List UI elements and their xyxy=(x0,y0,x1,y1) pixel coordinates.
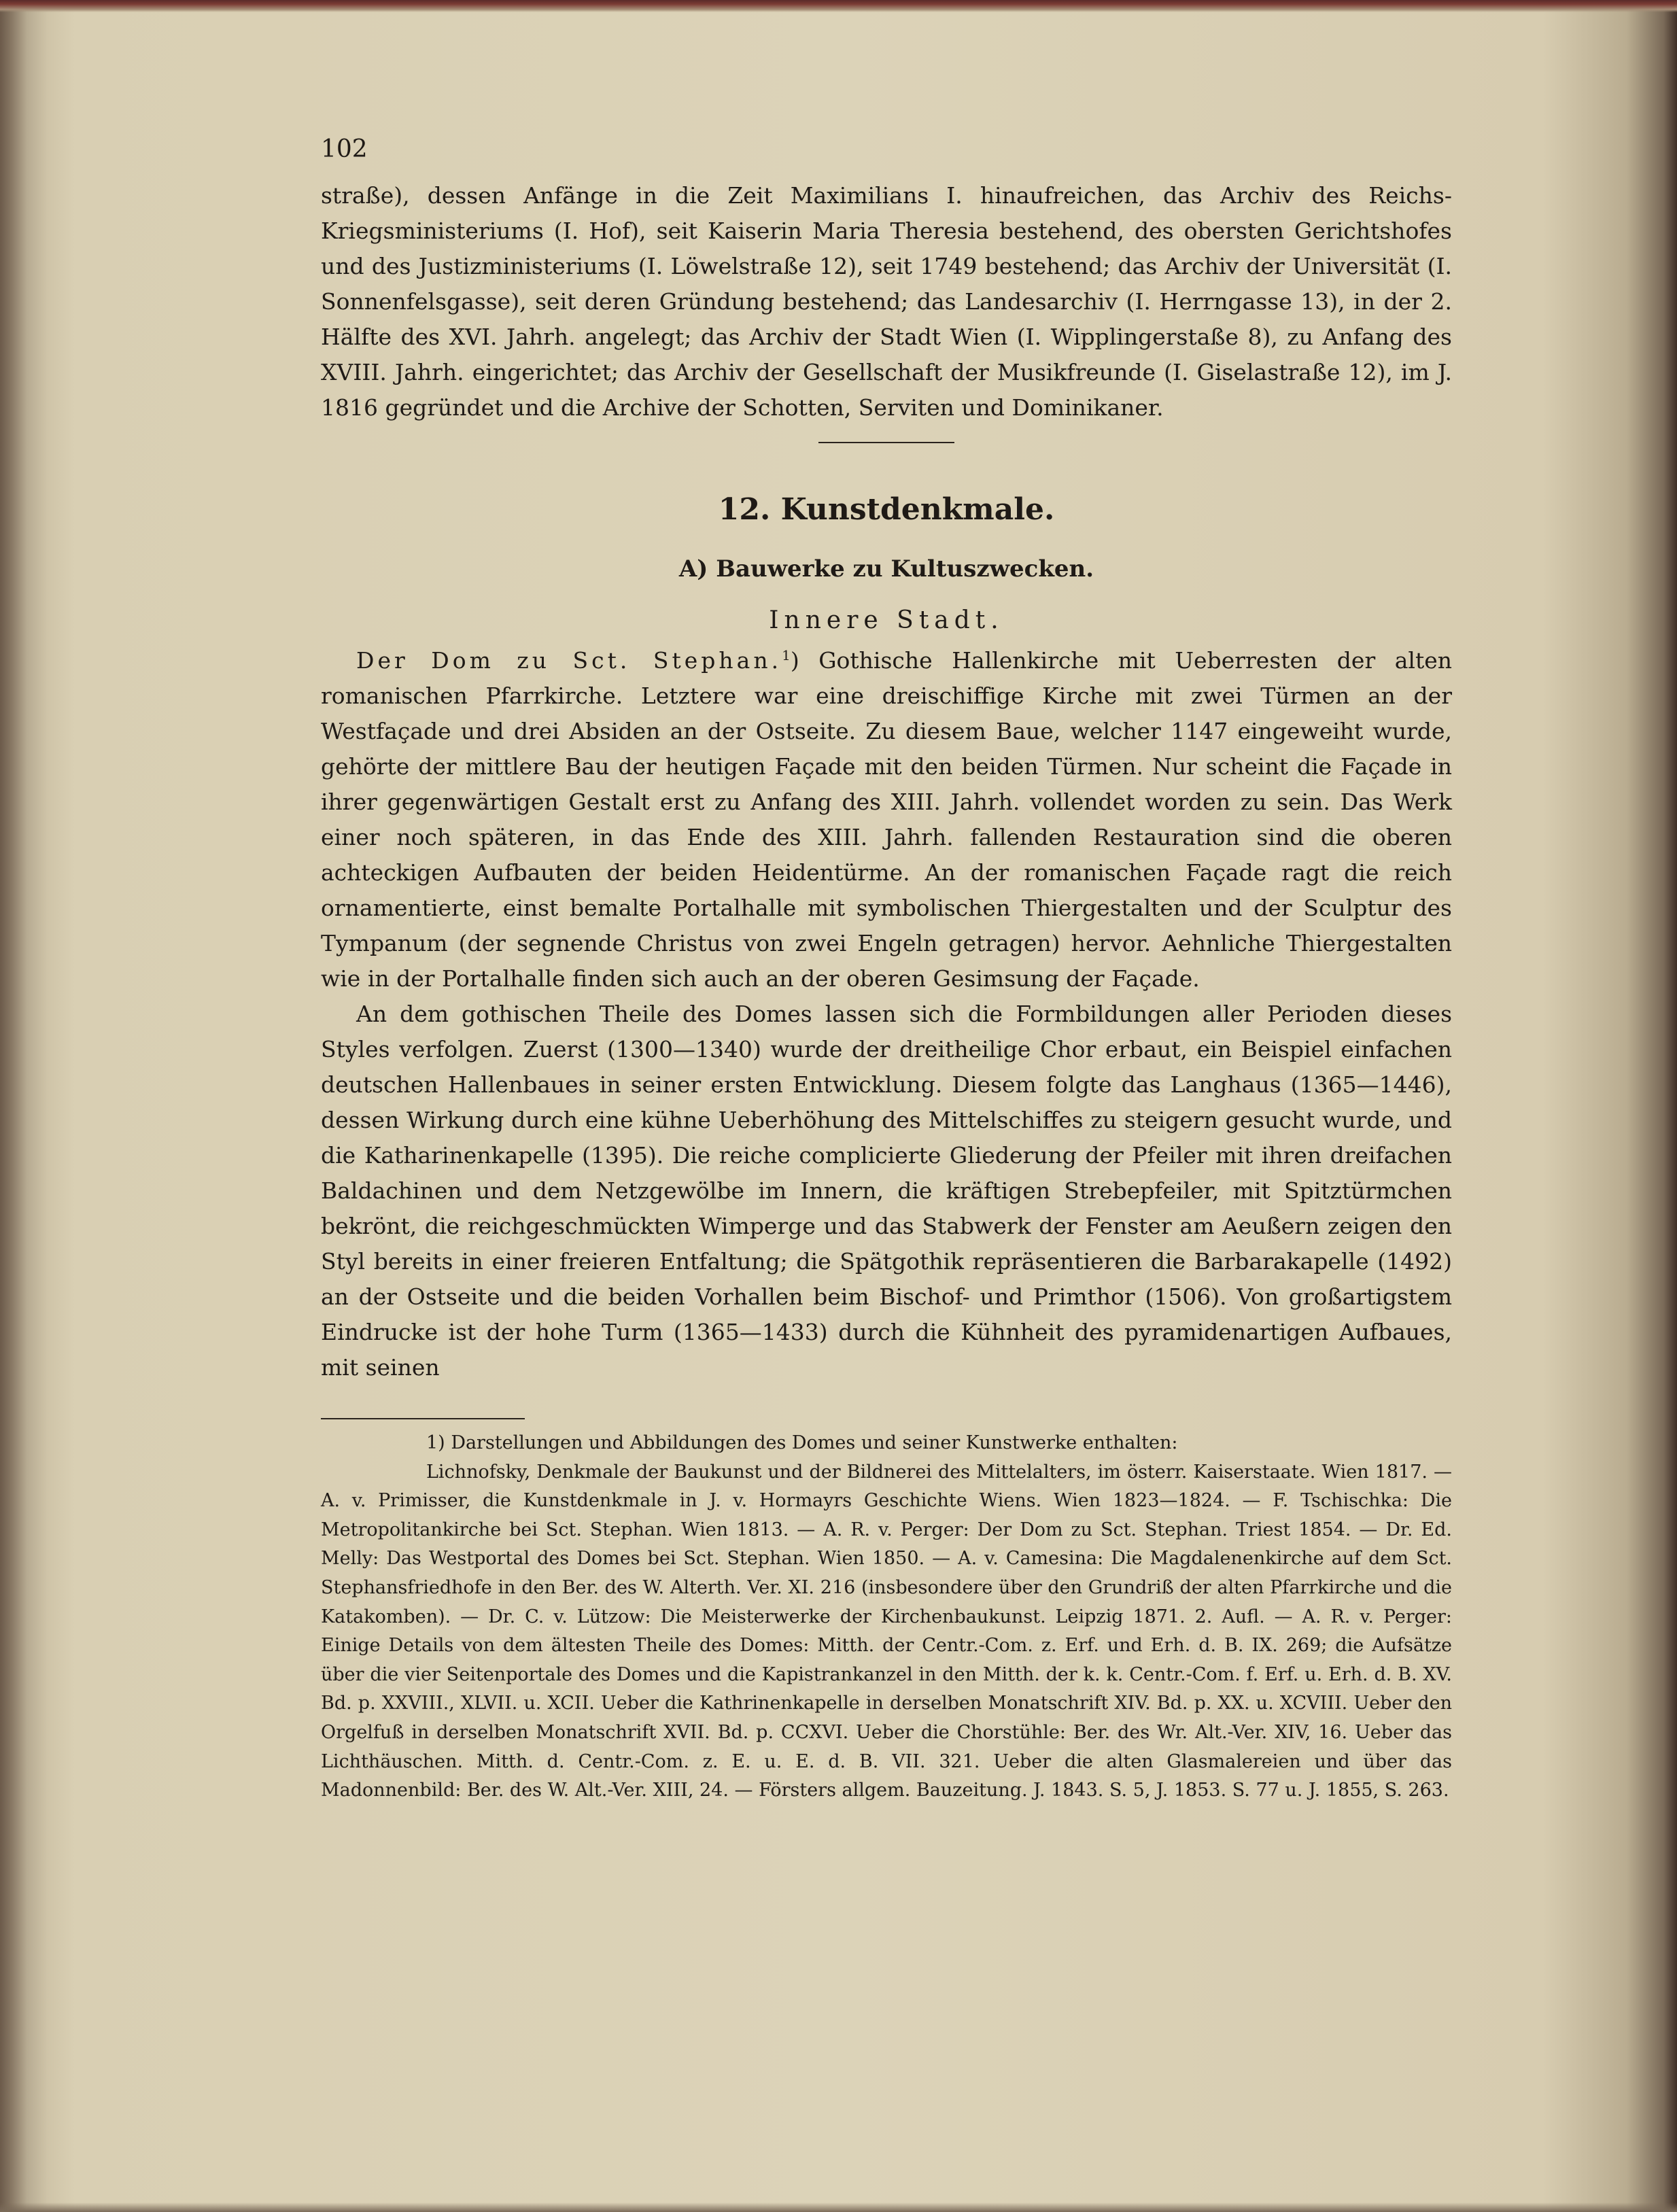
body-paragraph-1 xyxy=(321,643,1452,997)
page-bottom-edge xyxy=(0,2202,1677,2212)
page-content xyxy=(321,133,1452,1805)
paragraph-lead: Der Dom zu Sct. Stephan. xyxy=(356,647,782,674)
footnote-reference: 1 xyxy=(782,647,791,663)
footnote-divider xyxy=(321,1418,525,1419)
section-title: 12. Kunstdenkmale. xyxy=(718,492,1055,527)
paragraph-1-text: ) Gothische Hallenkirche mit Ueberresten der alten romanischen Pfarrkirche. Letztere war eine dreischiffige Kirche mit zwei Türmen an der Westfaçade und drei Absiden an der Ostseite. Zu diesem Baue, welcher 1147 eingeweiht wurde, gehörte der mittlere Bau der heutigen Façade mit den beiden Türmen. Nur scheint die Façade in ihrer gegenwärtigen Gestalt erst zu Anfang des XIII. Jahrh. vollendet worden zu sein. Das Werk einer noch späteren, in das Ende des XIII. Jahrh. fallenden Restauration sind die oberen achteckigen Aufbauten der beiden Heidentürme. An der romanischen Façade ragt die reich ornamentierte, einst bemalte Portalhalle mit symbolischen Thiergestalten und der Sculptur des Tympanum (der segnende Christus von zwei Engeln getragen) hervor. Aehnliche Thiergestalten wie in der Portalhalle finden sich auch an der oberen Gesimsung der Façade. xyxy=(321,647,1453,992)
footnote-intro-text: Darstellungen und Abbildungen des Domes und seiner Kunstwerke enthalten: xyxy=(451,1432,1178,1453)
section-divider xyxy=(818,442,954,443)
district-title: Innere Stadt. xyxy=(769,606,1004,634)
body-paragraph-2: An dem gothischen Theile des Domes lassen sich die Formbildungen aller Perioden dieses Styles verfolgen. Zuerst (1300—1340) wurde der dreitheilige Chor erbaut, ein Beispiel einfachen deutschen Hallenbaues in seiner ersten Entwicklung. Diesem folgte das Langhaus (1365—1446), dessen Wirkung durch eine kühne Ueberhöhung des Mittelschiffes zu steigern gesucht wurde, und die Katharinenkapelle (1395). Die reiche complicierte Gliederung der Pfeiler mit ihren dreifachen Baldachinen und dem Netzgewölbe im Innern, die kräftigen Strebepfeiler, mit Spitztürmchen bekrönt, die reichgeschmückten Wimperge und das Stabwerk der Fenster am Aeußern zeigen den Styl bereits in einer freieren Entfaltung; die Spätgothik repräsentieren die Barbarakapelle (1492) an der Ostseite und die beiden Vorhallen beim Bischof- und Primthor (1506). Von großartigstem Eindrucke ist der hohe Turm (1365—1433) durch die Kühnheit des pyramidenartigen Aufbaues, mit seinen xyxy=(321,1001,1452,1381)
page-top-edge xyxy=(0,0,1677,12)
footnote-intro xyxy=(321,1429,1452,1458)
footnote-mark: 1) xyxy=(426,1432,445,1453)
page-number: 102 xyxy=(321,135,368,163)
footnote-body: Lichnofsky, Denkmale der Baukunst und der Bildnerei des Mittelalters, im österr. Kaiserstaate. Wien 1817. — A. v. Primisser, die Kunstdenkmale in J. v. Hormayrs Geschichte Wiens. Wien 1823—1824. — F. Tschischka: Die Metropolitankirche bei Sct. Stephan. Wien 1813. — A. R. v. Perger: Der Dom zu Sct. Stephan. Triest 1854. — Dr. Ed. Melly: Das Westportal des Domes bei Sct. Stephan. Wien 1850. — A. v. Camesina: Die Magdalenenkirche auf dem Sct. Stephansfriedhofe in den Ber. des W. Alterth. Ver. XI. 216 (insbesondere über den Grundriß der alten Pfarrkirche und die Katakomben). — Dr. C. v. Lützow: Die Meisterwerke der Kirchenbaukunst. Leipzig 1871. 2. Aufl. — A. R. v. Perger: Einige Details von dem ältesten Theile des Domes: Mitth. der Centr.-Com. z. Erf. und Erh. d. B. IX. 269; die Aufsätze über die vier Seitenportale des Domes und die Kapistrankanzel in den Mitth. der k. k. Centr.-Com. f. Erf. u. Erh. d. B. XV. Bd. p. XXVIII., XLVII. u. XCII. Ueber die Kathrinenkapelle in derselben Monatschrift XIV. Bd. p. XX. u. XCVIII. Ueber den Orgelfuß in derselben Monatschrift XVII. Bd. p. CCXVI. Ueber die Chorstühle: Ber. des Wr. Alt.-Ver. XIV, 16. Ueber das Lichthäuschen. Mitth. d. Centr.-Com. z. E. u. E. d. B. VII. 321. Ueber die alten Glasmalereien und über das Madonnenbild: Ber. des W. Alt.-Ver. XIII, 24. — Försters allgem. Bauzeitung. J. 1843. S. 5, J. 1853. S. 77 u. J. 1855, S. 263. xyxy=(321,1461,1452,1801)
subsection-title: A) Bauwerke zu Kultuszwecken. xyxy=(678,555,1094,583)
intro-paragraph: straße), dessen Anfänge in die Zeit Maximilians I. hinaufreichen, das Archiv des Reichs-Kriegsministeriums (I. Hof), seit Kaiserin Maria Theresia bestehend, des obersten Gerichtshofes und des Justizministeriums (I. Löwelstraße 12), seit 1749 bestehend; das Archiv der Universität (I. Sonnenfelsgasse), seit deren Gründung bestehend; das Landesarchiv (I. Herrngasse 13), in der 2. Hälfte des XVI. Jahrh. angelegt; das Archiv der Stadt Wien (I. Wipplingerstaße 8), zu Anfang des XVIII. Jahrh. eingerichtet; das Archiv der Gesellschaft der Musikfreunde (I. Giselastraße 12), im J. 1816 gegründet und die Archive der Schotten, Serviten und Dominikaner. xyxy=(321,182,1452,421)
